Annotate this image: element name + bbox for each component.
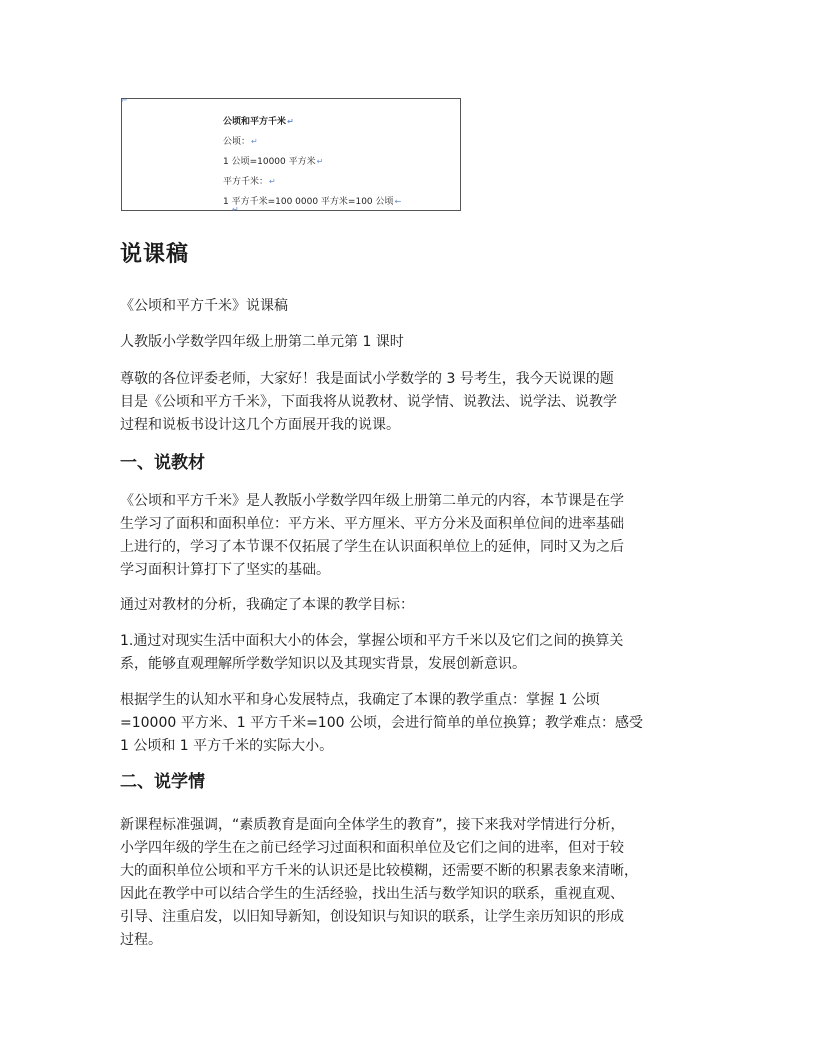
lesson-title: 《公顷和平方千米》说课稿 [120,298,288,314]
text-line: =10000 平方米、1 平方千米=100 公顷，会进行简单的单位换算；教学难点：感受 [120,715,643,731]
document-title: 说课稿 [120,242,190,267]
text-line: 生学习了面积和面积单位：平方米、平方厘米、平方分米及面积单位间的进率基础 [120,516,624,532]
section-heading-textbook: 一、说教材 [120,453,205,473]
figure-line: 平方千米：↵ [223,177,276,187]
text-line: 因此在教学中可以结合学生的生活经验，找出生活与数学知识的联系，重视直观、 [120,886,624,902]
course-info: 人教版小学数学四年级上册第二单元第 1 课时 [120,334,404,350]
intro-paragraph [120,368,710,437]
embedded-figure [121,96,461,214]
students-paragraph [120,814,710,952]
section-heading-students: 二、说学情 [120,772,205,792]
text-line: 1.通过对现实生活中面积大小的体会，掌握公顷和平方千米以及它们之间的换算关 [120,633,624,649]
objectives-intro: 通过对教材的分析，我确定了本课的教学目标： [120,597,414,613]
key-points-paragraph [120,689,710,758]
paragraph-mark-icon: ↵ [232,205,239,214]
text-line: 过程。 [120,932,162,948]
textbook-paragraph [120,490,710,582]
text-line: 过程和说板书设计这几个方面展开我的说课。 [120,417,400,433]
figure-line: 公顷：↵ [223,137,258,147]
text-line: 系，能够直观理解所学数学知识以及其现实背景，发展创新意识。 [120,656,526,672]
text-line: 大的面积单位公顷和平方千米的认识还是比较模糊，还需要不断的积累表象来清晰， [120,863,638,879]
figure-title: 公顷和平方千米↵ [223,117,294,127]
text-line: 《公顷和平方千米》是人教版小学数学四年级上册第二单元的内容，本节课是在学 [120,493,624,509]
text-line: 新课程标准强调，“素质教育是面向全体学生的教育”，接下来我对学情进行分析， [120,817,625,833]
text-line: 引导、注重启发，以旧知导新知，创设知识与知识的联系，让学生亲历知识的形成 [120,909,624,925]
text-line: 上进行的，学习了本节课不仅拓展了学生在认识面积单位上的延伸，同时又为之后 [120,539,624,555]
text-line: 小学四年级的学生在之前已经学习过面积和面积单位及它们之间的进率，但对于较 [120,840,624,856]
anchor-mark-icon: ⌐ [121,96,128,105]
text-line: 学习面积计算打下了坚实的基础。 [120,562,330,578]
figure-text [223,112,401,212]
text-line: 目是《公顷和平方千米》，下面我将从说教材、说学情、说教法、说学法、说教学 [120,394,617,410]
objective-item [120,630,710,676]
figure-line: 1 平方千米=100 0000 平方米=100 公顷← [223,197,402,207]
text-line: 根据学生的认知水平和身心发展特点，我确定了本课的教学重点：掌握 1 公顷 [120,692,600,708]
figure-line: 1 公顷=10000 平方米↵ [223,157,324,167]
text-line: 1 公顷和 1 平方千米的实际大小。 [120,738,334,754]
text-line: 尊敬的各位评委老师，大家好！我是面试小学数学的 3 号考生，我今天说课的题 [120,371,614,387]
